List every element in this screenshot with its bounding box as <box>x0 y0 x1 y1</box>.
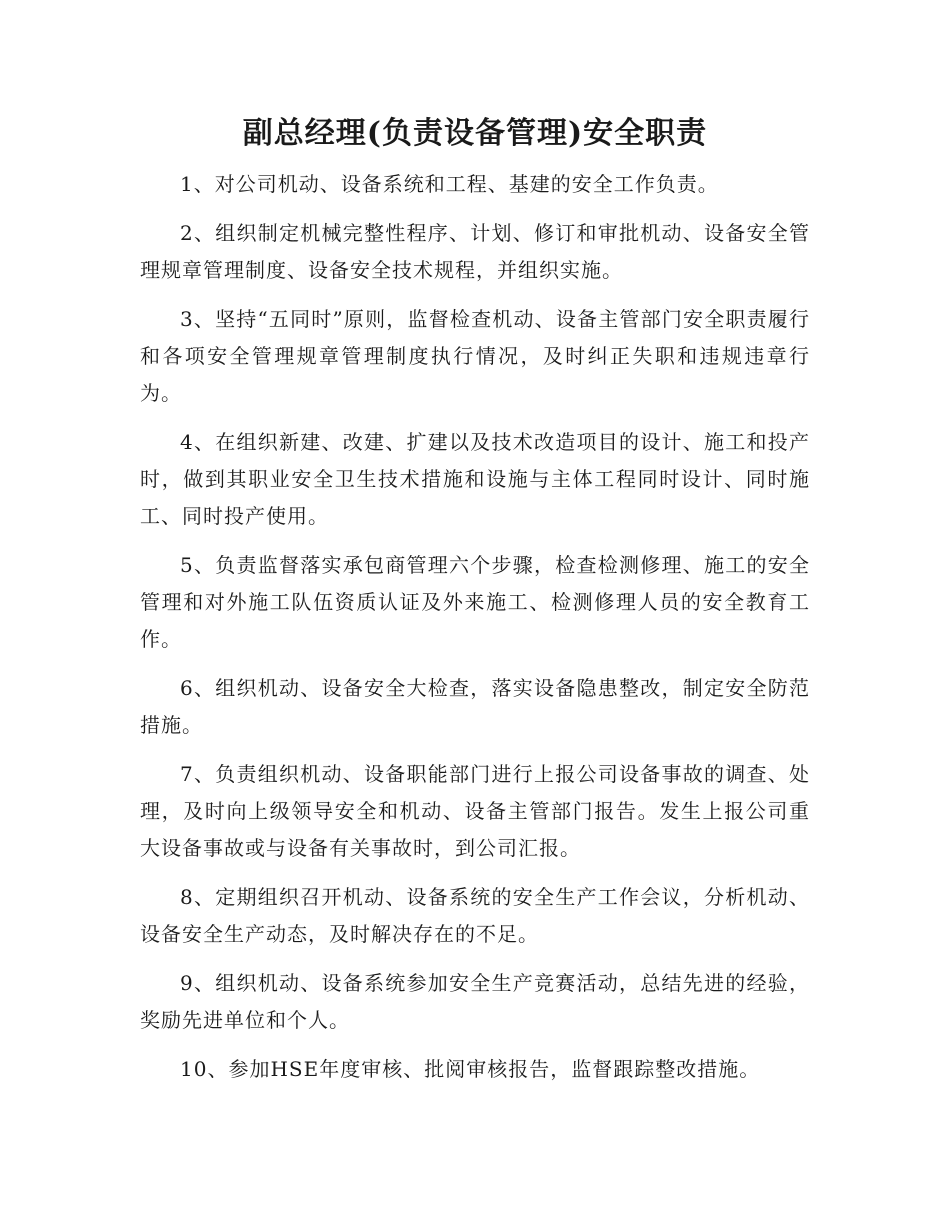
paragraph-1: 1、对公司机动、设备系统和工程、基建的安全工作负责。 <box>180 172 719 196</box>
paragraph-5: 5、负责监督落实承包商管理六个步骤，检查检测修理、施工的安全管理和对外施工队伍资质认证及外来施工、检测修理人员的安全教育工作。 <box>140 553 810 651</box>
paragraph-6: 6、组织机动、设备安全大检查，落实设备隐患整改，制定安全防范措施。 <box>140 676 810 737</box>
paragraph-9: 9、组织机动、设备系统参加安全生产竞赛活动，总结先进的经验，奖励先进单位和个人。 <box>140 971 810 1032</box>
paragraph-8: 8、定期组织召开机动、设备系统的安全生产工作会议，分析机动、设备安全生产动态，及时解决存在的不足。 <box>140 885 810 946</box>
document-title: 副总经理(负责设备管理)安全职责 <box>242 116 708 151</box>
paragraph-4: 4、在组织新建、改建、扩建以及技术改造项目的设计、施工和投产时，做到其职业安全卫生技术措施和设施与主体工程同时设计、同时施工、同时投产使用。 <box>140 430 810 528</box>
paragraph-7: 7、负责组织机动、设备职能部门进行上报公司设备事故的调查、处理，及时向上级领导安全和机动、设备主管部门报告。发生上报公司重大设备事故或与设备有关事故时，到公司汇报。 <box>140 762 810 860</box>
paragraph-3: 3、坚持“五同时”原则，监督检查机动、设备主管部门安全职责履行和各项安全管理规章管理制度执行情况，及时纠正失职和违规违章行为。 <box>140 307 810 405</box>
paragraph-10: 10、参加HSE年度审核、批阅审核报告，监督跟踪整改措施。 <box>180 1057 761 1081</box>
paragraph-2: 2、组织制定机械完整性程序、计划、修订和审批机动、设备安全管理规章管理制度、设备安全技术规程，并组织实施。 <box>140 221 810 282</box>
